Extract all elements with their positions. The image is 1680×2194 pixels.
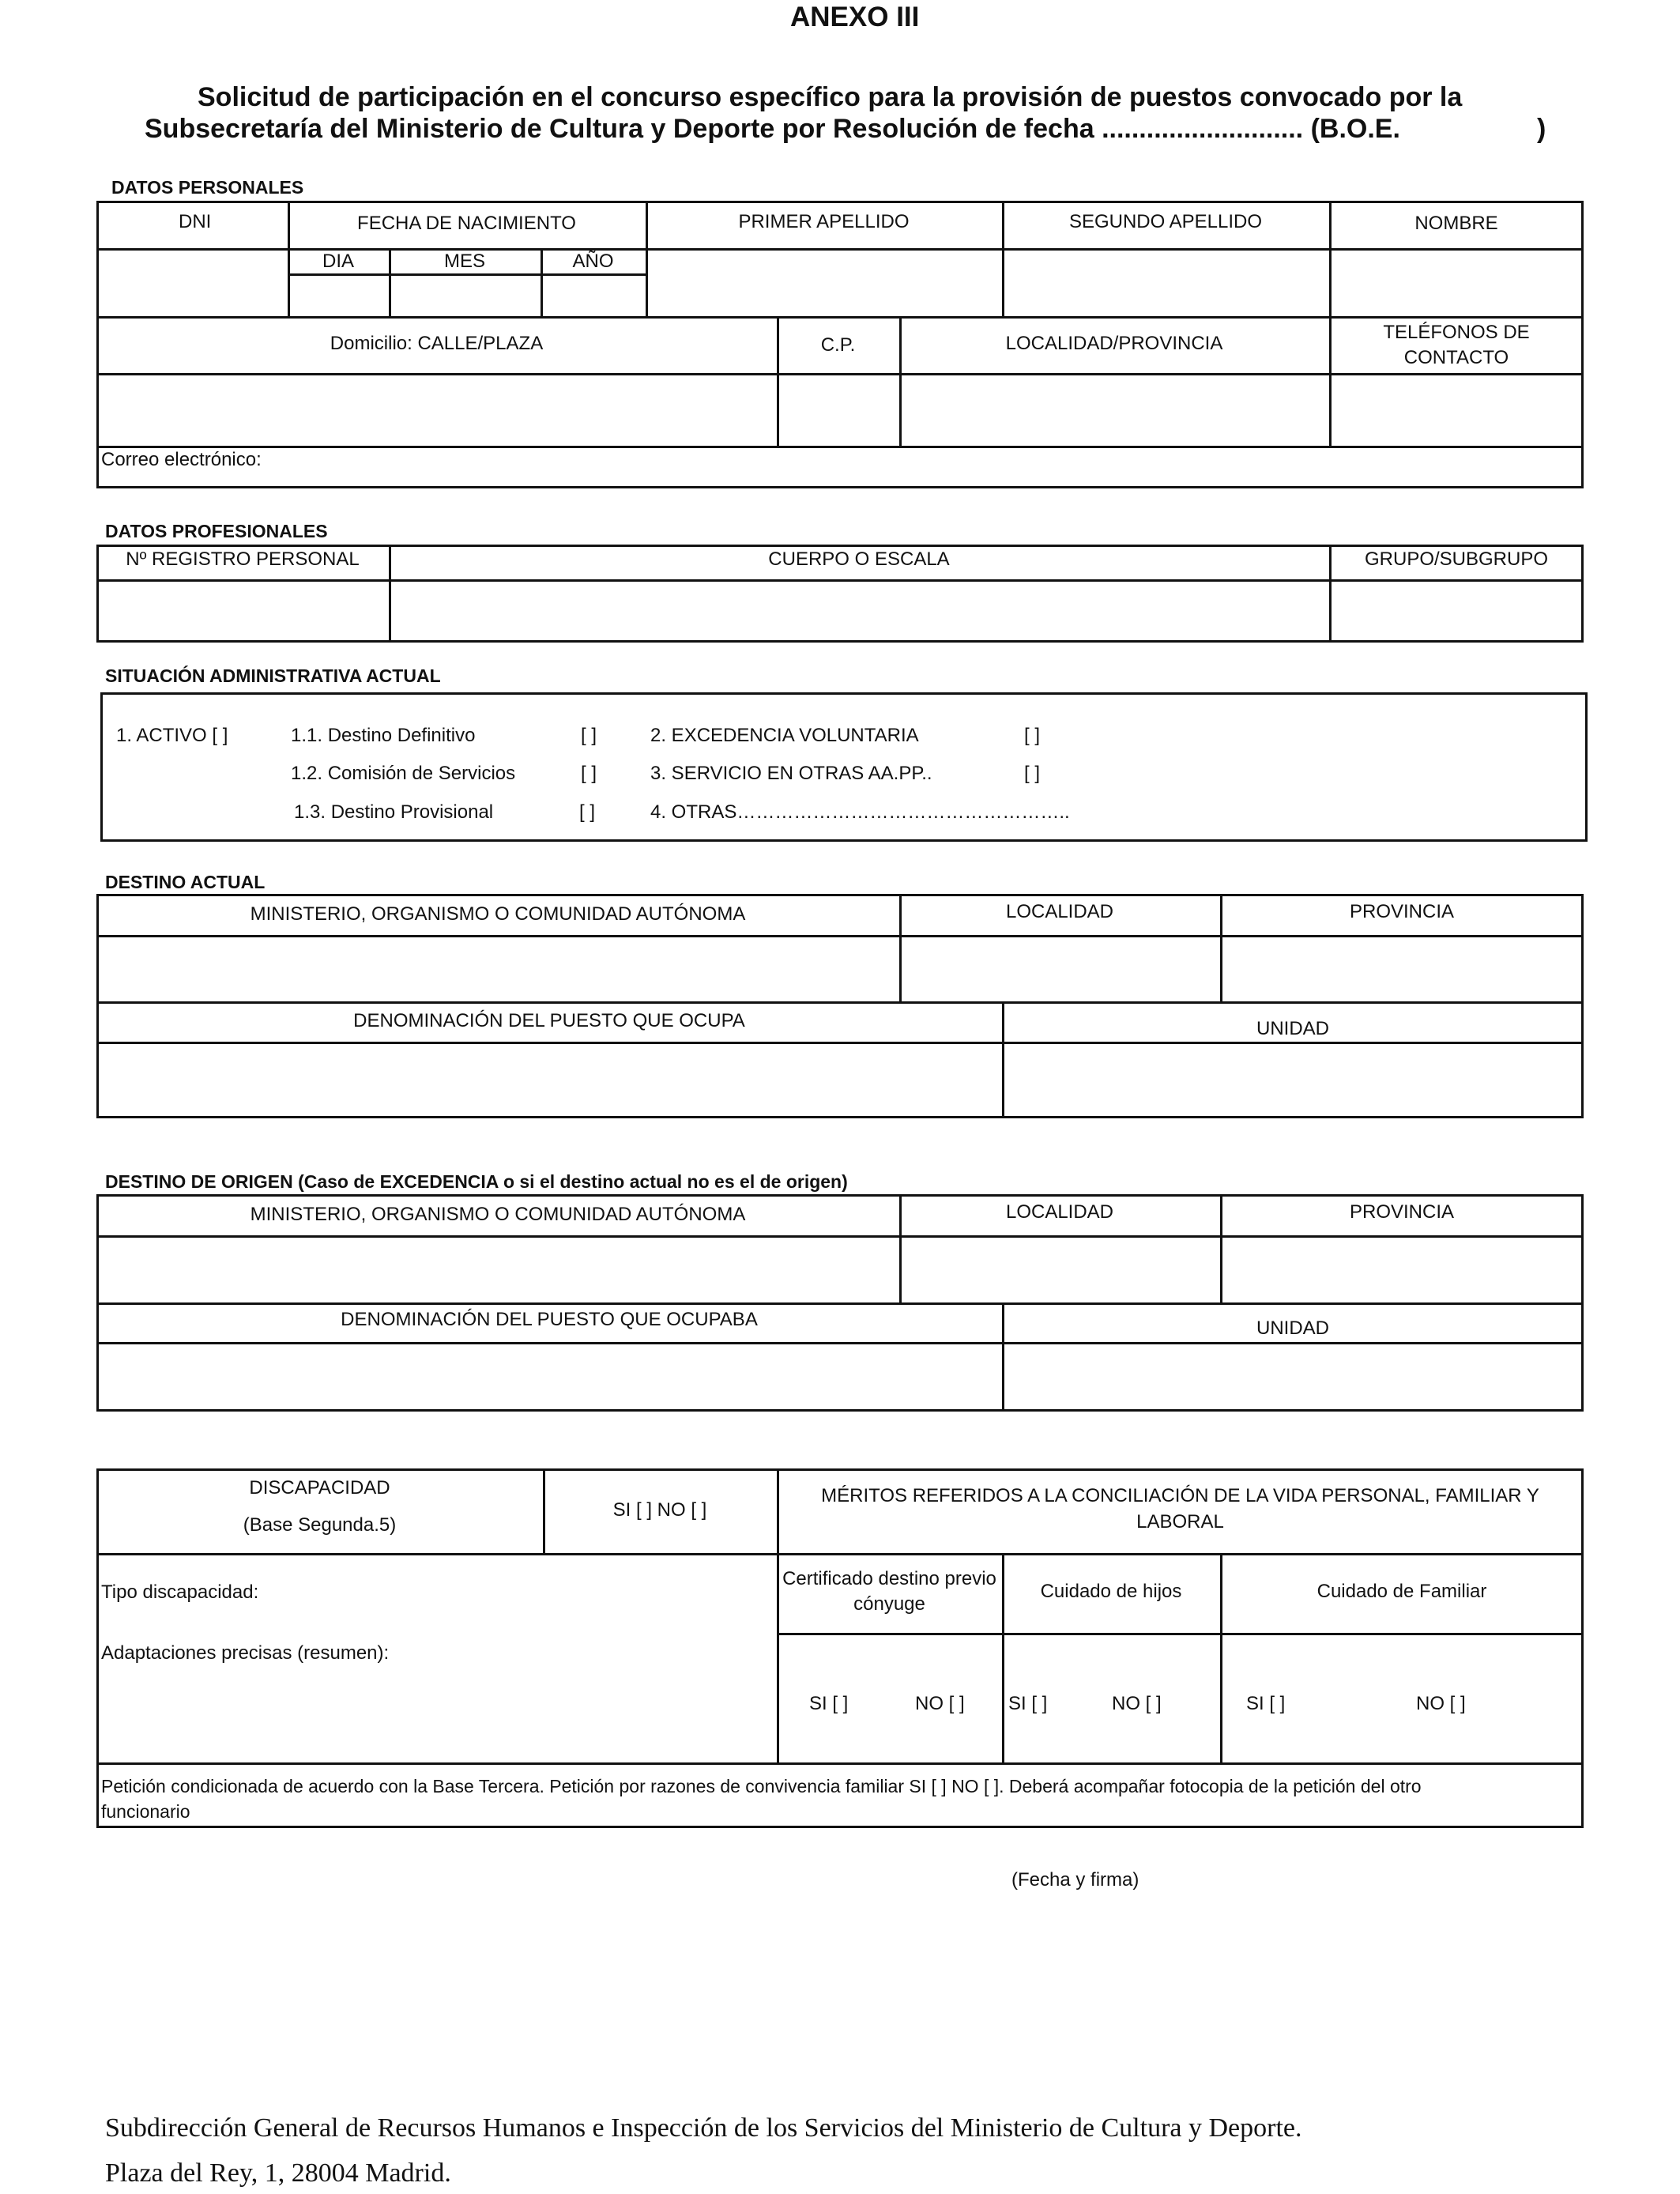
spouse-certificate-no[interactable]: NO [ ] bbox=[915, 1693, 965, 1714]
footer-address-line2: Plaza del Rey, 1, 28004 Madrid. bbox=[105, 2158, 451, 2188]
adaptations-label: Adaptaciones precisas (resumen): bbox=[101, 1642, 390, 1664]
spouse-certificate-label-line1: Certificado destino previo bbox=[782, 1568, 996, 1589]
checkbox-other-administrations[interactable]: [ ] bbox=[1024, 763, 1041, 784]
current-locality-label: LOCALIDAD bbox=[1005, 901, 1114, 922]
birth-date-label: FECHA DE NACIMIENTO bbox=[357, 213, 576, 234]
origin-ministry-label: MINISTERIO, ORGANISMO O COMUNIDAD AUTÓNOMA bbox=[250, 1204, 746, 1225]
section-professional-data: DATOS PROFESIONALES bbox=[105, 521, 328, 541]
status-voluntary-leave: 2. EXCEDENCIA VOLUNTARIA bbox=[650, 725, 919, 746]
family-care-no[interactable]: NO [ ] bbox=[1416, 1693, 1466, 1714]
address-label: Domicilio: CALLE/PLAZA bbox=[330, 333, 544, 354]
status-commission: 1.2. Comisión de Servicios bbox=[291, 763, 516, 784]
child-care-label: Cuidado de hijos bbox=[1040, 1581, 1182, 1602]
family-care-yes[interactable]: SI [ ] bbox=[1246, 1693, 1286, 1714]
status-others: 4. OTRAS…………………………………………….. bbox=[650, 801, 1070, 823]
checkbox-definitive[interactable]: [ ] bbox=[581, 725, 597, 746]
current-post-table bbox=[96, 894, 1584, 1118]
email-label: Correo electrónico: bbox=[101, 449, 262, 470]
section-origin-post: DESTINO DE ORIGEN (Caso de EXCEDENCIA o si el destino actual no es el de origen) bbox=[105, 1171, 848, 1192]
checkbox-voluntary-leave[interactable]: [ ] bbox=[1024, 725, 1041, 746]
origin-locality-label: LOCALIDAD bbox=[1005, 1201, 1114, 1223]
current-position-label: DENOMINACIÓN DEL PUESTO QUE OCUPA bbox=[353, 1010, 745, 1031]
checkbox-commission[interactable]: [ ] bbox=[581, 763, 597, 784]
child-care-yes[interactable]: SI [ ] bbox=[1008, 1693, 1048, 1714]
date-signature-label: (Fecha y firma) bbox=[1011, 1869, 1139, 1891]
merits-title-line1: MÉRITOS REFERIDOS A LA CONCILIACIÓN DE LA VIDA PERSONAL, FAMILIAR Y bbox=[821, 1485, 1539, 1506]
group-label: GRUPO/SUBGRUPO bbox=[1364, 548, 1549, 570]
name-label: NOMBRE bbox=[1414, 213, 1498, 234]
disability-yes-no[interactable]: SI [ ] NO [ ] bbox=[612, 1499, 707, 1521]
footer-address-line1: Subdirección General de Recursos Humanos e Inspección de los Servicios del Ministerio de Cultura y Deporte. bbox=[105, 2113, 1302, 2143]
form-title-close: ) bbox=[1537, 114, 1546, 144]
postal-code-label: C.P. bbox=[820, 334, 856, 356]
conditioned-petition-line1: Petición condicionada de acuerdo con la Base Tercera. Petición por razones de convivencia familiar SI [ ] NO [ ]. Deberá acompañar fotocopia de la petición del otro bbox=[101, 1776, 1422, 1796]
merits-title-line2: LABORAL bbox=[1136, 1511, 1224, 1532]
registry-number-label: Nº REGISTRO PERSONAL bbox=[126, 548, 360, 570]
year-label: AÑO bbox=[572, 251, 614, 272]
child-care-no[interactable]: NO [ ] bbox=[1112, 1693, 1162, 1714]
origin-province-label: PROVINCIA bbox=[1349, 1201, 1455, 1223]
spouse-certificate-yes[interactable]: SI [ ] bbox=[809, 1693, 849, 1714]
dni-label: DNI bbox=[179, 211, 212, 232]
current-unit-label: UNIDAD bbox=[1256, 1018, 1329, 1039]
locality-province-label: LOCALIDAD/PROVINCIA bbox=[1005, 333, 1223, 354]
disability-title: DISCAPACIDAD bbox=[249, 1477, 390, 1498]
family-care-label: Cuidado de Familiar bbox=[1317, 1581, 1487, 1602]
form-title-line2: Subsecretaría del Ministerio de Cultura y Deporte por Resolución de fecha ........................... (B.O.E. bbox=[145, 114, 1400, 144]
current-province-label: PROVINCIA bbox=[1349, 901, 1455, 922]
checkbox-provisional[interactable]: [ ] bbox=[579, 801, 596, 823]
form-title-line1: Solicitud de participación en el concurso específico para la provisión de puestos convocado por la bbox=[198, 82, 1463, 112]
status-other-administrations: 3. SERVICIO EN OTRAS AA.PP.. bbox=[650, 763, 932, 784]
section-personal-data: DATOS PERSONALES bbox=[111, 177, 304, 198]
status-provisional: 1.3. Destino Provisional bbox=[294, 801, 494, 823]
annex-title: ANEXO III bbox=[790, 2, 920, 32]
conditioned-petition-line2: funcionario bbox=[101, 1801, 190, 1822]
corps-label: CUERPO O ESCALA bbox=[768, 548, 950, 570]
day-label: DIA bbox=[322, 251, 354, 272]
first-surname-label: PRIMER APELLIDO bbox=[738, 211, 910, 232]
disability-base: (Base Segunda.5) bbox=[243, 1514, 397, 1536]
section-current-post: DESTINO ACTUAL bbox=[105, 872, 266, 892]
origin-unit-label: UNIDAD bbox=[1256, 1318, 1329, 1339]
second-surname-label: SEGUNDO APELLIDO bbox=[1068, 211, 1263, 232]
current-ministry-label: MINISTERIO, ORGANISMO O COMUNIDAD AUTÓNOMA bbox=[250, 903, 746, 925]
section-admin-status: SITUACIÓN ADMINISTRATIVA ACTUAL bbox=[105, 665, 441, 686]
status-definitive: 1.1. Destino Definitivo bbox=[291, 725, 476, 746]
phones-label-line1: TELÉFONOS DE bbox=[1383, 322, 1530, 343]
origin-position-label: DENOMINACIÓN DEL PUESTO QUE OCUPABA bbox=[341, 1309, 758, 1330]
month-label: MES bbox=[443, 251, 485, 272]
status-active: 1. ACTIVO [ ] bbox=[116, 725, 228, 746]
disability-type-label: Tipo discapacidad: bbox=[101, 1581, 259, 1603]
spouse-certificate-label-line2: cónyuge bbox=[853, 1593, 925, 1615]
phones-label-line2: CONTACTO bbox=[1403, 347, 1509, 368]
